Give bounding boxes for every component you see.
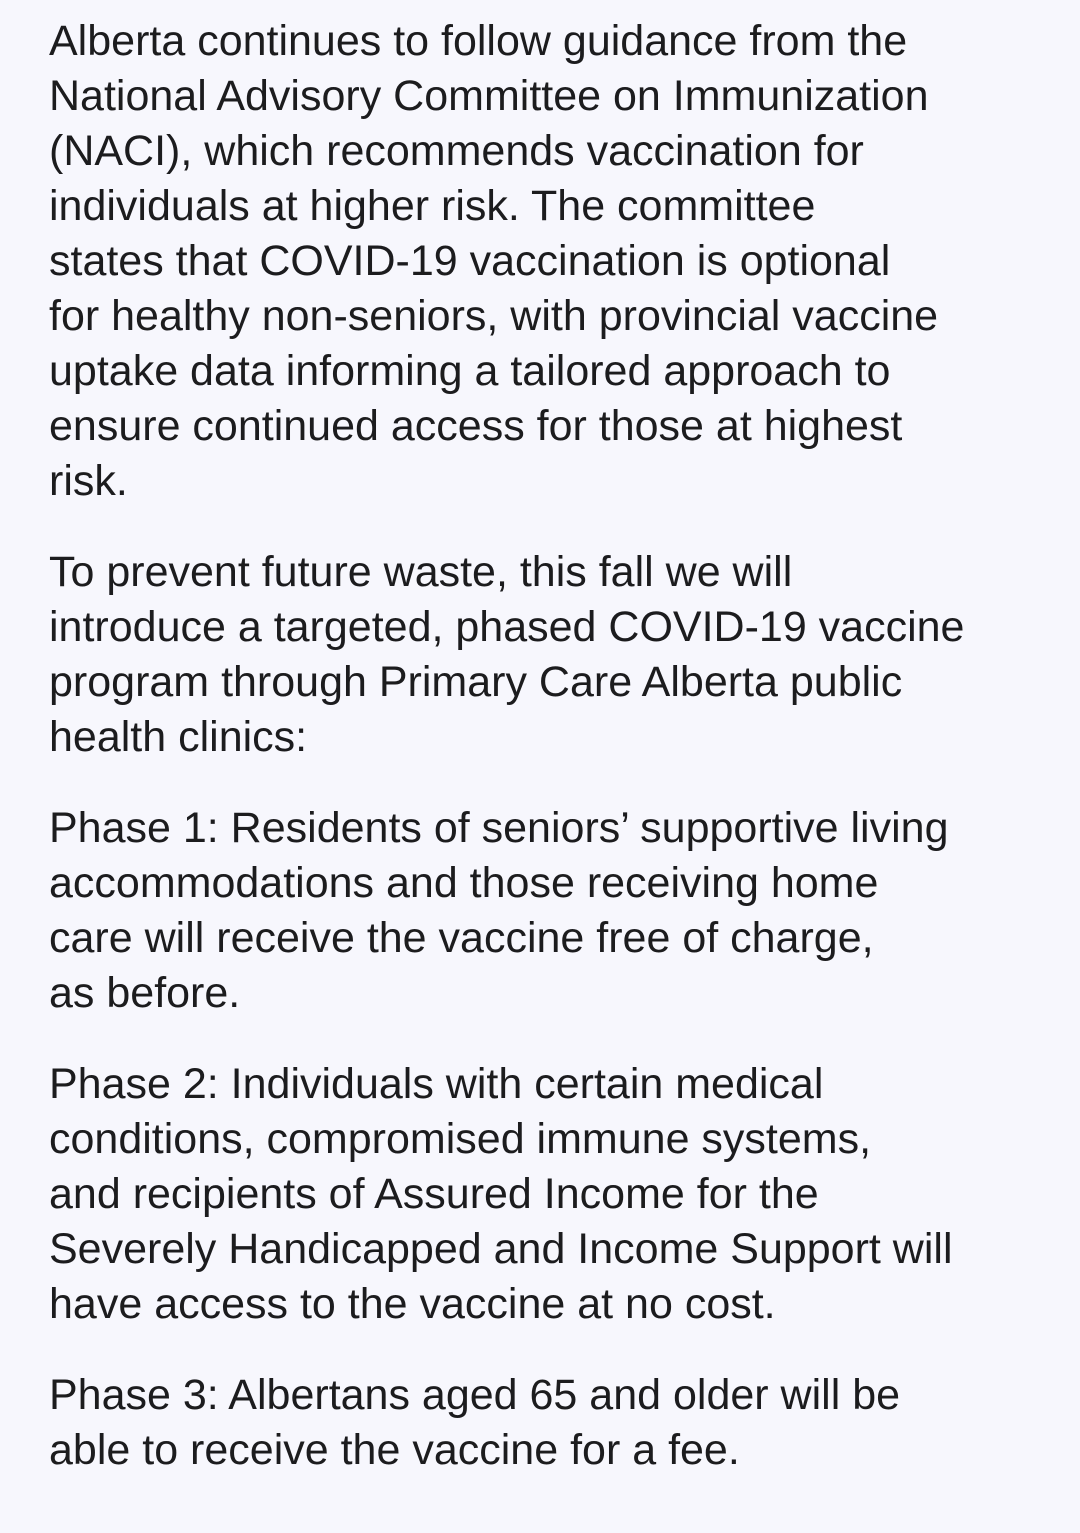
- text-line: Phase 1: Residents of seniors’ supportive living: [49, 804, 949, 852]
- text-line: individuals at higher risk. The committee: [49, 182, 816, 230]
- text-line: care will receive the vaccine free of charge,: [49, 914, 874, 962]
- text-line: states that COVID-19 vaccination is optional: [49, 237, 891, 285]
- paragraph-phase-3: [49, 1368, 1038, 1478]
- text-line: and recipients of Assured Income for the: [49, 1170, 819, 1218]
- text-line: health clinics:: [49, 713, 308, 761]
- text-line: National Advisory Committee on Immunization: [49, 72, 929, 120]
- text-line: as before.: [49, 969, 241, 1017]
- text-line: (NACI), which recommends vaccination for: [49, 127, 864, 175]
- text-line: Phase 2: Individuals with certain medical: [49, 1060, 824, 1108]
- text-line: uptake data informing a tailored approach to: [49, 347, 891, 395]
- text-line: ensure continued access for those at highest: [49, 402, 903, 450]
- text-line: able to receive the vaccine for a fee.: [49, 1426, 740, 1474]
- text-line: introduce a targeted, phased COVID-19 vaccine: [49, 603, 965, 651]
- text-line: have access to the vaccine at no cost.: [49, 1280, 776, 1328]
- text-line: Severely Handicapped and Income Support will: [49, 1225, 953, 1273]
- text-line: accommodations and those receiving home: [49, 859, 879, 907]
- text-line: To prevent future waste, this fall we will: [49, 548, 793, 596]
- text-line: program through Primary Care Alberta public: [49, 658, 903, 706]
- text-line: conditions, compromised immune systems,: [49, 1115, 872, 1163]
- text-line: for healthy non-seniors, with provincial vaccine: [49, 292, 939, 340]
- paragraph-phase-1: [49, 801, 1038, 1021]
- paragraph-intro: [49, 14, 1038, 509]
- paragraph-phase-2: [49, 1057, 1038, 1332]
- paragraph-program: [49, 545, 1038, 765]
- text-line: Phase 3: Albertans aged 65 and older will be: [49, 1371, 901, 1419]
- text-line: risk.: [49, 457, 128, 505]
- text-line: Alberta continues to follow guidance from the: [49, 17, 908, 65]
